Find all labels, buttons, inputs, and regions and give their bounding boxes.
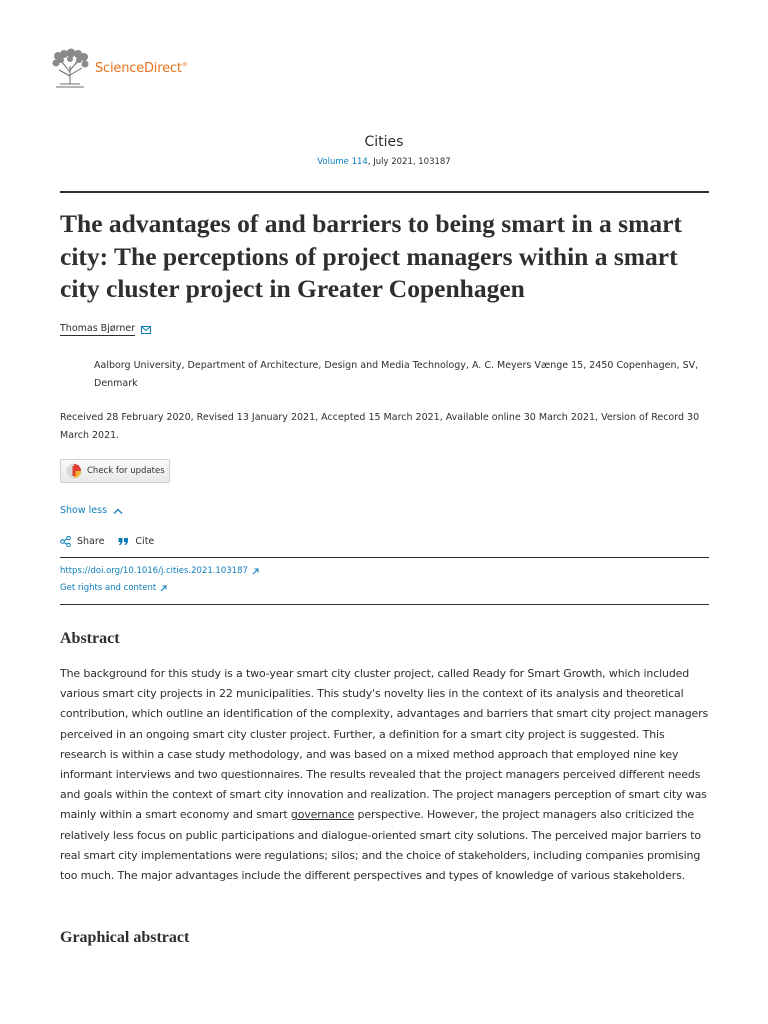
- check-for-updates-button[interactable]: [60, 459, 170, 483]
- governance-link[interactable]: governance: [290, 808, 355, 822]
- doi-label: https://doi.org/10.1016/j.cities.2021.103187: [60, 566, 248, 576]
- elsevier-tree-icon: [48, 48, 92, 88]
- actions-divider-bottom: [60, 604, 709, 605]
- external-arrow-icon: [160, 585, 167, 592]
- share-label: Share: [77, 536, 105, 547]
- article-actions: [60, 536, 168, 547]
- sciencedirect-logo[interactable]: [48, 48, 188, 88]
- abstract-heading: Abstract: [60, 630, 120, 647]
- issue-date: , July 2021, 103187: [367, 157, 451, 167]
- show-less-label: Show less: [60, 505, 108, 516]
- author-line: [60, 323, 151, 336]
- show-less-toggle[interactable]: [60, 505, 123, 516]
- volume-link[interactable]: Volume 114: [317, 157, 368, 167]
- article-dates: Received 28 February 2020, Revised 13 January 2021, Accepted 15 March 2021, Available online 30 March 2021, Version of Record 30 March 2021.: [60, 412, 700, 441]
- affiliation: Aalborg University, Department of Architecture, Design and Media Technology, A. C. Meyers Vænge 15, 2450 Copenhagen, SV, Denmark: [94, 360, 699, 389]
- external-arrow-icon: [252, 568, 259, 575]
- abstract-text: [60, 664, 712, 886]
- rights-label: Get rights and content: [60, 583, 157, 593]
- article-title: The advantages of and barriers to being smart in a smart city: The perceptions of project managers within a smart city cluster project in Greater Copenhagen: [60, 209, 682, 303]
- rights-link[interactable]: [60, 583, 167, 593]
- crossmark-icon: [66, 463, 82, 479]
- brand-name: ScienceDirect®: [95, 60, 188, 76]
- check-for-updates-label: Check for updates: [87, 466, 165, 476]
- share-button[interactable]: [60, 536, 104, 547]
- journal-title[interactable]: Cities: [364, 134, 404, 150]
- volume-info: [0, 157, 768, 167]
- share-icon: [60, 536, 71, 547]
- graphical-abstract-heading: Graphical abstract: [60, 929, 190, 946]
- author-link[interactable]: Thomas Bjørner: [60, 323, 136, 334]
- actions-divider-top: [60, 557, 709, 558]
- abstract-text-part2: perspective. However, the project managers also criticized the relatively less focus on public participations and dialogue-oriented smart city solutions. The perceived major barriers to real smart city implementations were regulations; silos; and the choice of stakeholders, including companies promising too much. The major advantages include the different perspectives and types of knowledge of various stakeholders.: [60, 808, 701, 883]
- envelope-icon[interactable]: [141, 326, 151, 334]
- header-divider: [60, 191, 709, 193]
- doi-link[interactable]: [60, 566, 259, 576]
- cite-label: Cite: [135, 536, 155, 547]
- cite-button[interactable]: [118, 536, 154, 547]
- abstract-text-part1: The background for this study is a two-year smart city cluster project, called Ready for Smart Growth, which included various smart city projects in 22 municipalities. This study's novelty lies in the context of its analysis and theoretical contribution, which outline an identification of the complexity, advantages and barriers that smart city project managers perceived in an ongoing smart city cluster project. Further, a definition for a smart city project is suggested. This research is within a case study methodology, and was based on a mixed method approach that employed nine key informant interviews and two questionnaires. The results revealed that the project managers perceived different needs and goals within the context of smart city innovation and realization. The project managers perception of smart city was mainly within a smart economy and smart: [60, 667, 709, 822]
- quote-icon: [118, 537, 129, 546]
- chevron-up-icon: [113, 508, 123, 514]
